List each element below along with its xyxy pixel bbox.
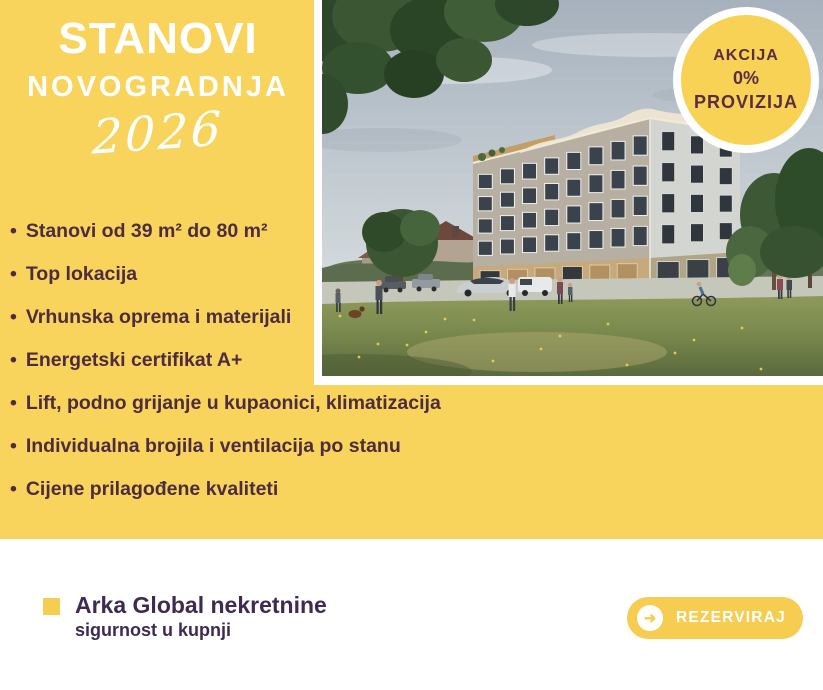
feature-item: • Lift, podno grijanje u kupaonici, klimatizacija [10, 392, 441, 414]
arrow-right-icon: ➜ [637, 605, 663, 631]
page-subtitle: NOVOGRADNJA [27, 71, 289, 103]
logo-square-icon [43, 598, 60, 615]
bullet-icon: • [10, 263, 17, 285]
company-name: Arka Global nekretnine [75, 592, 327, 618]
bullet-icon: • [10, 392, 17, 414]
feature-item: • Top lokacija [10, 263, 138, 285]
bullet-icon: • [10, 306, 17, 328]
company-tagline: sigurnost u kupnji [75, 620, 231, 641]
page-title: STANOVI [58, 14, 258, 63]
headline-block [0, 14, 316, 166]
bullet-icon: • [10, 435, 17, 457]
year-script-text: 2026 [91, 101, 225, 166]
badge-line1: AKCIJA [713, 47, 779, 64]
feature-item: • Energetski certifikat A+ [10, 349, 243, 371]
bullet-icon: • [10, 220, 17, 242]
bullet-icon: • [10, 349, 17, 371]
feature-item: • Vrhunska oprema i materijali [10, 306, 292, 328]
bullet-icon: • [10, 478, 17, 500]
badge-line2: 0% [732, 68, 759, 88]
reserve-button-label: REZERVIRAJ [676, 609, 786, 626]
promo-badge [673, 7, 819, 153]
feature-item: • Individualna brojila i ventilacija po stanu [10, 435, 401, 457]
badge-line3: PROVIZIJA [693, 92, 799, 112]
feature-item: • Stanovi od 39 m² do 80 m² [10, 220, 268, 242]
feature-item: • Cijene prilagođene kvaliteti [10, 478, 279, 500]
reserve-button[interactable] [627, 597, 803, 639]
brand-block [43, 593, 327, 641]
